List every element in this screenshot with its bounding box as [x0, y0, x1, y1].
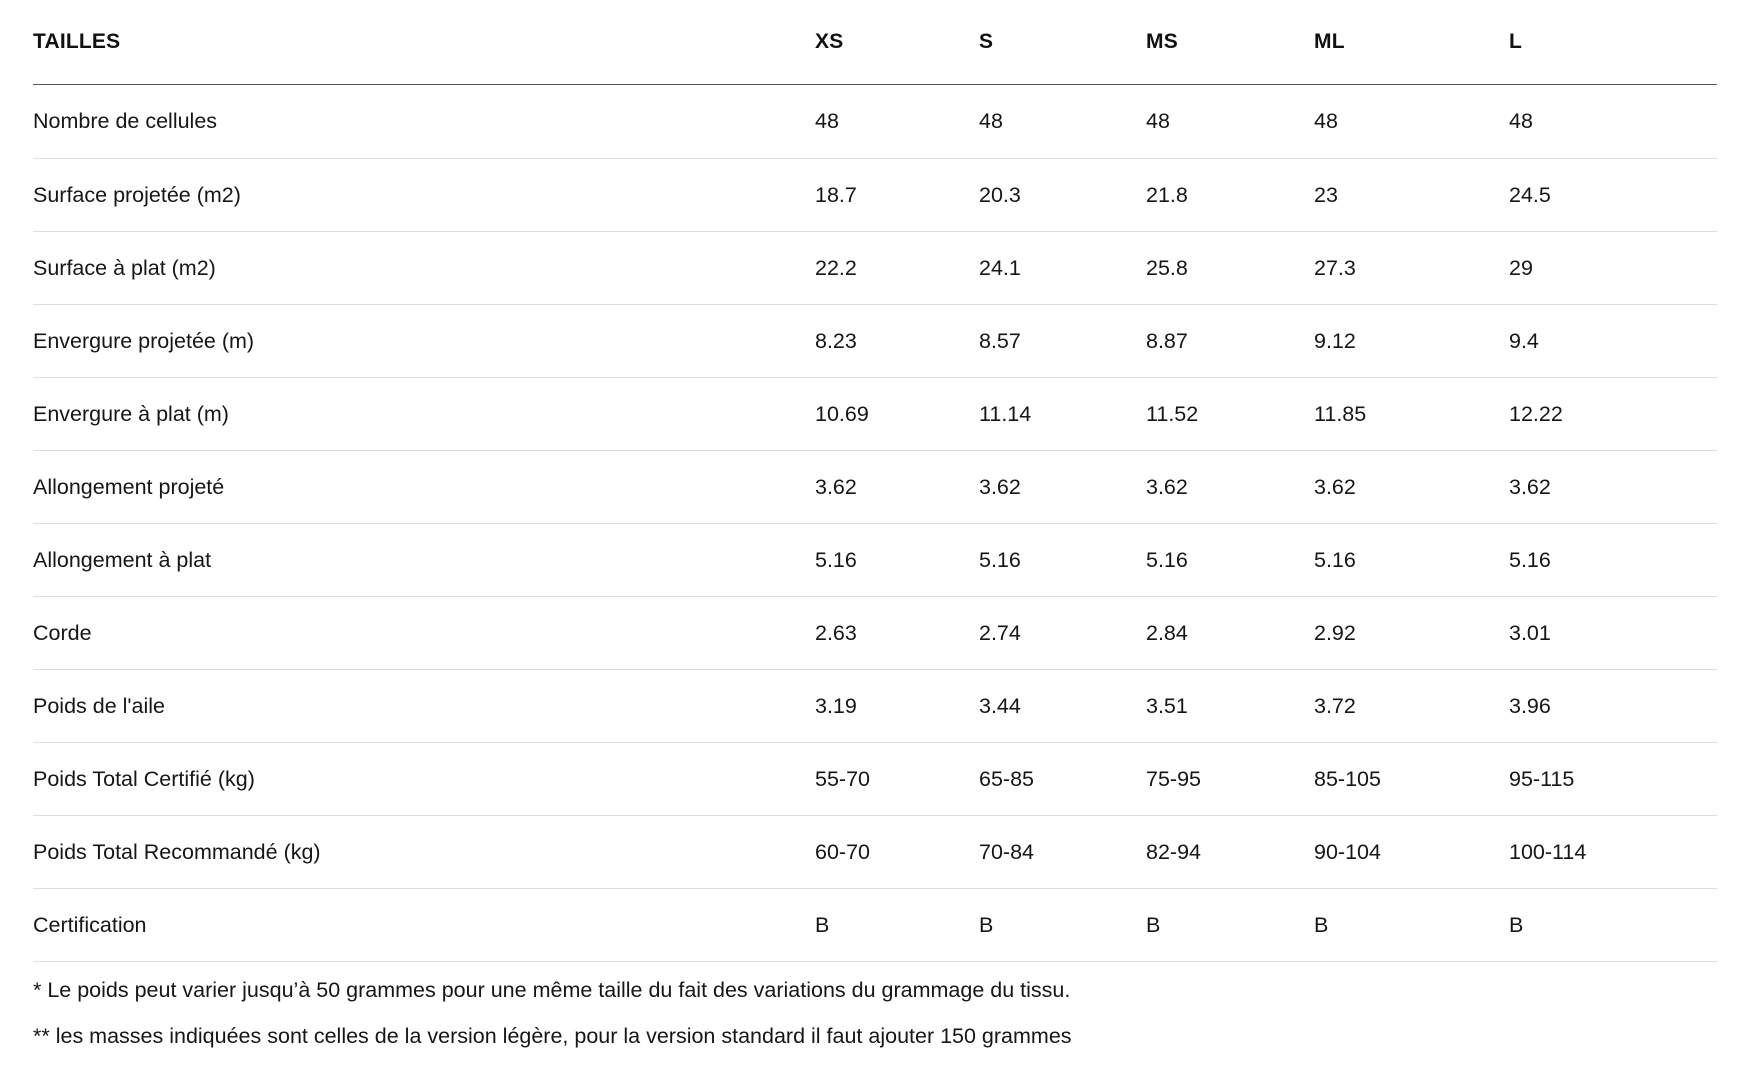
- cell-ms: 82-94: [1146, 816, 1314, 889]
- cell-ml: 9.12: [1314, 305, 1509, 378]
- row-label: Poids de l'aile: [33, 670, 815, 743]
- header-size-xs: XS: [815, 0, 979, 85]
- cell-s: 20.3: [979, 159, 1146, 232]
- cell-s: 24.1: [979, 232, 1146, 305]
- cell-l: 9.4: [1509, 305, 1717, 378]
- table-body: [33, 85, 1717, 962]
- cell-l: 48: [1509, 85, 1717, 159]
- cell-s: 2.74: [979, 597, 1146, 670]
- cell-l: 100-114: [1509, 816, 1717, 889]
- cell-ms: 11.52: [1146, 378, 1314, 451]
- cell-s: 3.62: [979, 451, 1146, 524]
- cell-ml: 27.3: [1314, 232, 1509, 305]
- cell-l: 12.22: [1509, 378, 1717, 451]
- row-label: Envergure à plat (m): [33, 378, 815, 451]
- footnotes: [33, 976, 1717, 1050]
- footnote-weight-variation: * Le poids peut varier jusqu’à 50 grammes pour une même taille du fait des variations du grammage du tissu.: [33, 978, 1071, 1002]
- table-row: [33, 378, 1717, 451]
- cell-ml: 85-105: [1314, 743, 1509, 816]
- cell-l: 29: [1509, 232, 1717, 305]
- cell-ml: 11.85: [1314, 378, 1509, 451]
- row-label: Surface projetée (m2): [33, 159, 815, 232]
- row-label: Envergure projetée (m): [33, 305, 815, 378]
- row-label: Poids Total Recommandé (kg): [33, 816, 815, 889]
- header-size-l: L: [1509, 0, 1717, 85]
- row-label: Poids Total Certifié (kg): [33, 743, 815, 816]
- cell-ms: B: [1146, 889, 1314, 962]
- cell-l: B: [1509, 889, 1717, 962]
- header-size-ml: ML: [1314, 0, 1509, 85]
- cell-xs: 48: [815, 85, 979, 159]
- table-row: [33, 670, 1717, 743]
- cell-s: 65-85: [979, 743, 1146, 816]
- cell-ml: 23: [1314, 159, 1509, 232]
- table-row: [33, 597, 1717, 670]
- row-label: Certification: [33, 889, 815, 962]
- cell-ml: 48: [1314, 85, 1509, 159]
- table-row: [33, 451, 1717, 524]
- row-label: Surface à plat (m2): [33, 232, 815, 305]
- header-size-s: S: [979, 0, 1146, 85]
- cell-xs: 22.2: [815, 232, 979, 305]
- table-row: [33, 816, 1717, 889]
- table-row: [33, 305, 1717, 378]
- cell-ms: 2.84: [1146, 597, 1314, 670]
- cell-xs: 55-70: [815, 743, 979, 816]
- cell-xs: B: [815, 889, 979, 962]
- cell-xs: 18.7: [815, 159, 979, 232]
- cell-ml: 3.72: [1314, 670, 1509, 743]
- header-size-ms: MS: [1146, 0, 1314, 85]
- cell-ms: 5.16: [1146, 524, 1314, 597]
- cell-ml: 90-104: [1314, 816, 1509, 889]
- cell-ml: 3.62: [1314, 451, 1509, 524]
- cell-xs: 2.63: [815, 597, 979, 670]
- cell-ml: 5.16: [1314, 524, 1509, 597]
- cell-ms: 3.51: [1146, 670, 1314, 743]
- cell-ml: 2.92: [1314, 597, 1509, 670]
- table-row: [33, 85, 1717, 159]
- cell-ms: 48: [1146, 85, 1314, 159]
- cell-xs: 3.19: [815, 670, 979, 743]
- cell-ms: 75-95: [1146, 743, 1314, 816]
- table-row: [33, 524, 1717, 597]
- cell-s: B: [979, 889, 1146, 962]
- sizes-spec-section: [33, 0, 1717, 1068]
- cell-xs: 10.69: [815, 378, 979, 451]
- cell-xs: 8.23: [815, 305, 979, 378]
- table-header-row: [33, 0, 1717, 85]
- cell-s: 8.57: [979, 305, 1146, 378]
- footnote-light-version: ** les masses indiquées sont celles de la version légère, pour la version standard il faut ajouter 150 grammes: [33, 1024, 1072, 1048]
- table-row: [33, 159, 1717, 232]
- cell-ml: B: [1314, 889, 1509, 962]
- cell-s: 48: [979, 85, 1146, 159]
- cell-l: 3.62: [1509, 451, 1717, 524]
- row-label: Allongement projeté: [33, 451, 815, 524]
- cell-l: 95-115: [1509, 743, 1717, 816]
- row-label: Allongement à plat: [33, 524, 815, 597]
- row-label: Nombre de cellules: [33, 85, 815, 159]
- cell-l: 5.16: [1509, 524, 1717, 597]
- cell-l: 3.96: [1509, 670, 1717, 743]
- table-row: [33, 232, 1717, 305]
- cell-s: 11.14: [979, 378, 1146, 451]
- cell-ms: 8.87: [1146, 305, 1314, 378]
- cell-xs: 5.16: [815, 524, 979, 597]
- cell-l: 24.5: [1509, 159, 1717, 232]
- cell-ms: 25.8: [1146, 232, 1314, 305]
- header-sizes-label: TAILLES: [33, 0, 815, 85]
- cell-xs: 3.62: [815, 451, 979, 524]
- cell-ms: 3.62: [1146, 451, 1314, 524]
- cell-s: 3.44: [979, 670, 1146, 743]
- cell-l: 3.01: [1509, 597, 1717, 670]
- cell-xs: 60-70: [815, 816, 979, 889]
- table-row: [33, 889, 1717, 962]
- sizes-spec-table: [33, 0, 1717, 962]
- cell-s: 5.16: [979, 524, 1146, 597]
- row-label: Corde: [33, 597, 815, 670]
- cell-s: 70-84: [979, 816, 1146, 889]
- table-row: [33, 743, 1717, 816]
- cell-ms: 21.8: [1146, 159, 1314, 232]
